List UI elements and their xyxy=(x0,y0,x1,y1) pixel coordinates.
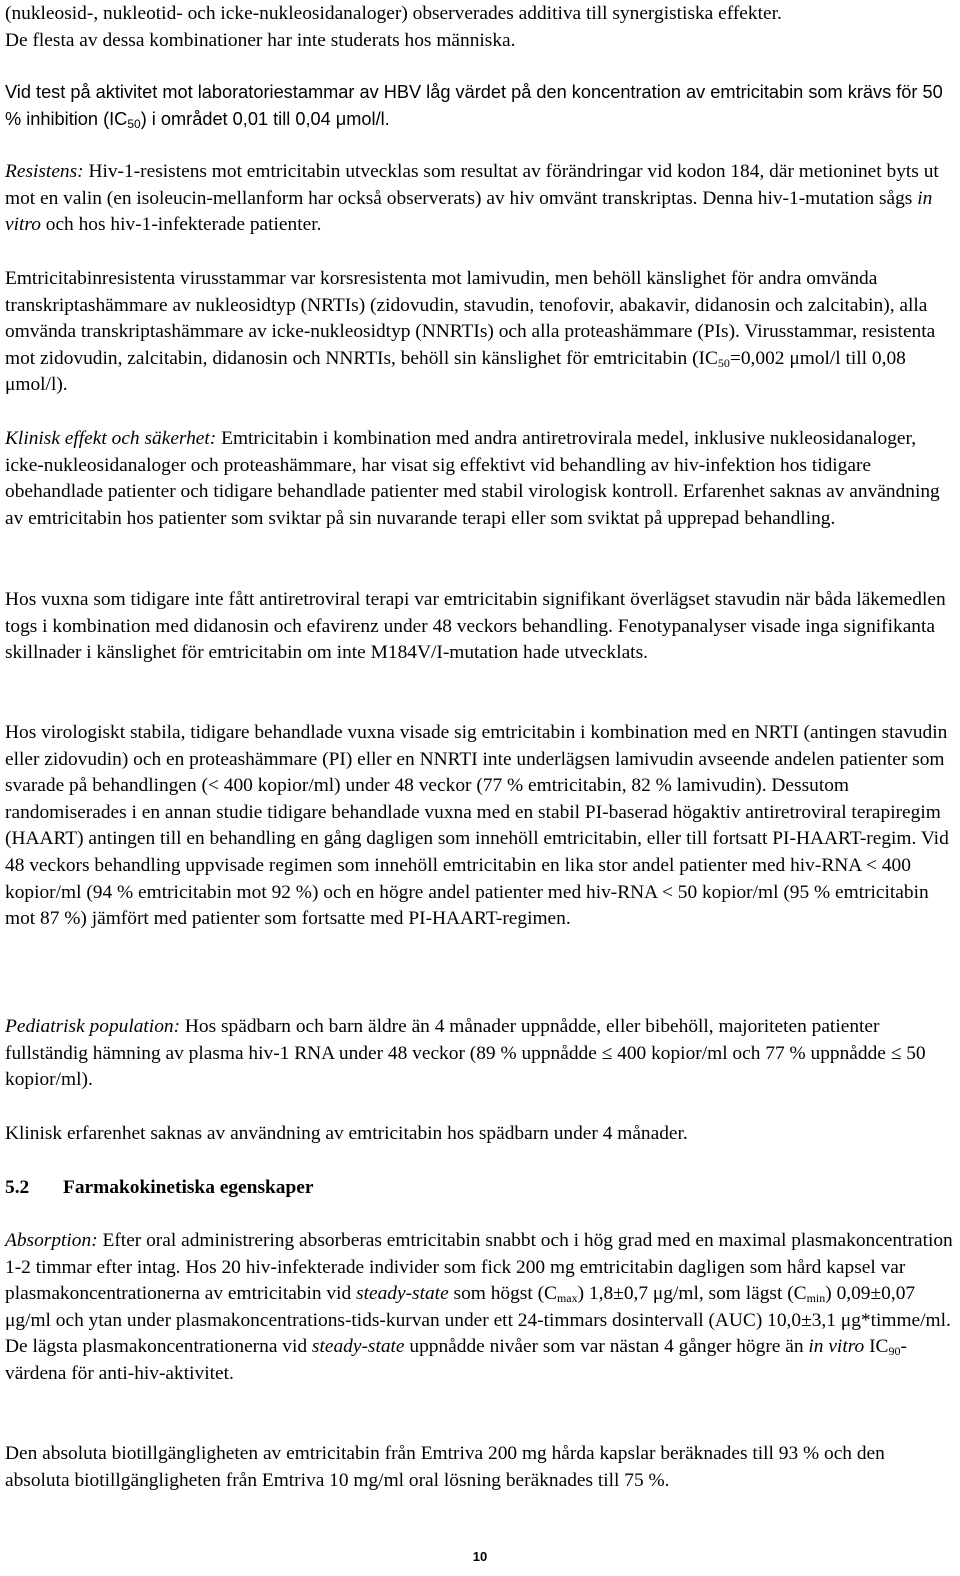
section-title: Farmakokinetiska egenskaper xyxy=(63,1177,314,1198)
paragraph-synergy xyxy=(5,1,782,54)
synergy-line-1: (nukleosid-, nukleotid- och icke-nukleosidanaloger) observerades additiva till synergistiska effekter. xyxy=(5,3,782,24)
paragraph-korsresistens: Emtricitabinresistenta virusstammar var korsresistenta mot lamivudin, men behöll känslighet för andra omvända transkriptashämmare av nukleosidtyp (NRTIs) (zidovudin, stavudin, tenofovir, abakavir, didanosin och zalcitabin), alla omvända transkriptashämmare av icke-nukleosidtyp (NNRTIs) och alla proteashämmare (PIs). Virusstammar, resistenta mot zidovudin, zalcitabin, didanosin och NNRTIs, behöll sin känslighet för emtricitabin ($IC_{50}=0,002$ μmol/l till 0,08 μmol/l). xyxy=(5,268,936,396)
klinisk-effekt-label: Klinisk effekt och säkerhet: xyxy=(5,428,217,449)
pediatrisk-label: Pediatrisk population: xyxy=(5,1016,181,1037)
paragraph-pediatrisk: Pediatrisk population: Hos spädbarn och barn äldre än 4 månader uppnådde, eller bibehöll, majoriteten patienter fullständig hämning av plasma hiv-1 RNA under 48 veckor (89 % uppnådde ≤ 400 kopior/ml och 77 % uppnådde ≤ 50 kopior/ml). xyxy=(5,1016,926,1091)
paragraph-hbv: Vid test på aktivitet mot laboratoriestammar av HBV låg värdet på den koncentration av emtricitabin som krävs för 50 % inhibition $(IC_{50})$ i området 0,01 till 0,04 μmol/l. xyxy=(5,82,943,131)
paragraph-spadbarn: Klinisk erfarenhet saknas av användning av emtricitabin hos spädbarn under 4 månader. xyxy=(5,1123,688,1144)
section-number: 5.2 xyxy=(5,1177,30,1198)
ic50-subscript: 50 xyxy=(127,116,141,131)
resistens-label: Resistens: xyxy=(5,161,84,182)
paragraph-vuxna-naiva: Hos vuxna som tidigare inte fått antiretroviral terapi var emtricitabin signifikant överlägset stavudin när båda läkemedlen togs i kombination med didanosin och efavirenz under 48 veckors behandling. Fenotypanalyser visade inga signifikanta skillnader i känslighet för emtricitabin om inte M184V/I-mutation hade utvecklats. xyxy=(5,589,946,664)
absorption-label: Absorption: xyxy=(5,1230,98,1251)
paragraph-biotillganglighet: Den absoluta biotillgängligheten av emtricitabin från Emtriva 200 mg hårda kapslar beräknades till 93 % och den absoluta biotillgängligheten från Emtriva 10 mg/ml oral lösning beräknades till 75 %. xyxy=(5,1443,885,1491)
page-number: 10 xyxy=(472,1549,488,1564)
paragraph-klinisk-effekt: Klinisk effekt och säkerhet: Emtricitabin i kombination med andra antiretrovirala medel, inklusive nukleosidanaloger, icke-nukleosidanaloger och proteashämmare, har visat sig effektivt vid behandling av hiv-infektion hos tidigare obehandlade patienter och tidigare behandlade patienter med stabil virologisk kontroll. Erfarenhet saknas av användning av emtricitabin hos patienter som sviktar på sin nuvarande terapi eller som sviktat på upprepad behandling. xyxy=(5,428,940,529)
synergy-line-2: De flesta av dessa kombinationer har inte studerats hos människa. xyxy=(5,29,516,51)
paragraph-resistens: Resistens: Hiv-1-resistens mot emtricitabin utvecklas som resultat av förändringar vid kodon 184, där metioninet byts ut mot en valin (en isoleucin-mellanform har också observerats) av hiv omvänt transkriptas. Denna hiv-1-mutation sågs in vitro och hos hiv-1-infekterade patienter. xyxy=(5,161,939,236)
paragraph-absorption: Absorption: Efter oral administrering absorberas emtricitabin snabbt och i hög grad med en maximal plasmakoncentration 1-2 timmar efter intag. Hos 20 hiv-infekterade individer som fick 200 mg emtricitabin dagligen som hård kapsel var plasmakoncentrationerna av emtricitabin vid steady-state som högst $(C_{max})$ 1,8±0,7 μg/ml, som lägst $(C_{min})$ 0,09±0,07 μg/ml och ytan under plasmakoncentrations-tids-kurvan under ett 24-timmars dosintervall (AUC) 10,0±3,1 μg*timme/ml. De lägsta plasmakoncentrationerna vid steady-state uppnådde nivåer som var nästan 4 gånger högre än in vitro $IC_{90}$-värdena för anti-hiv-aktivitet. xyxy=(5,1230,953,1384)
paragraph-virologiskt-stabila: Hos virologiskt stabila, tidigare behandlade vuxna visade sig emtricitabin i kombination med en NRTI (antingen stavudin eller zidovudin) och en proteashämmare (PI) eller en NNRTI inte underlägsen lamivudin avseende andelen patienter som svarade på behandlingen (< 400 kopior/ml) under 48 veckor (77 % emtricitabin, 82 % lamivudin). Dessutom randomiserades i en annan studie tidigare behandlade vuxna med en stabil PI-baserad högaktiv antiretroviral terapiregim (HAART) antingen till en behandling en gång dagligen som innehöll emtricitabin, eller till fortsatt PI-HAART-regim. Vid 48 veckors behandling uppvisade regimen som innehöll emtricitabin en lika stor andel patienter med hiv-RNA < 400 kopior/ml (94 % emtricitabin mot 92 %) och en högre andel patienter med hiv-RNA < 50 kopior/ml (95 % emtricitabin mot 87 %) jämfört med patienter som fortsatte med PI-HAART-regimen. xyxy=(5,722,949,930)
section-heading xyxy=(5,1175,313,1202)
